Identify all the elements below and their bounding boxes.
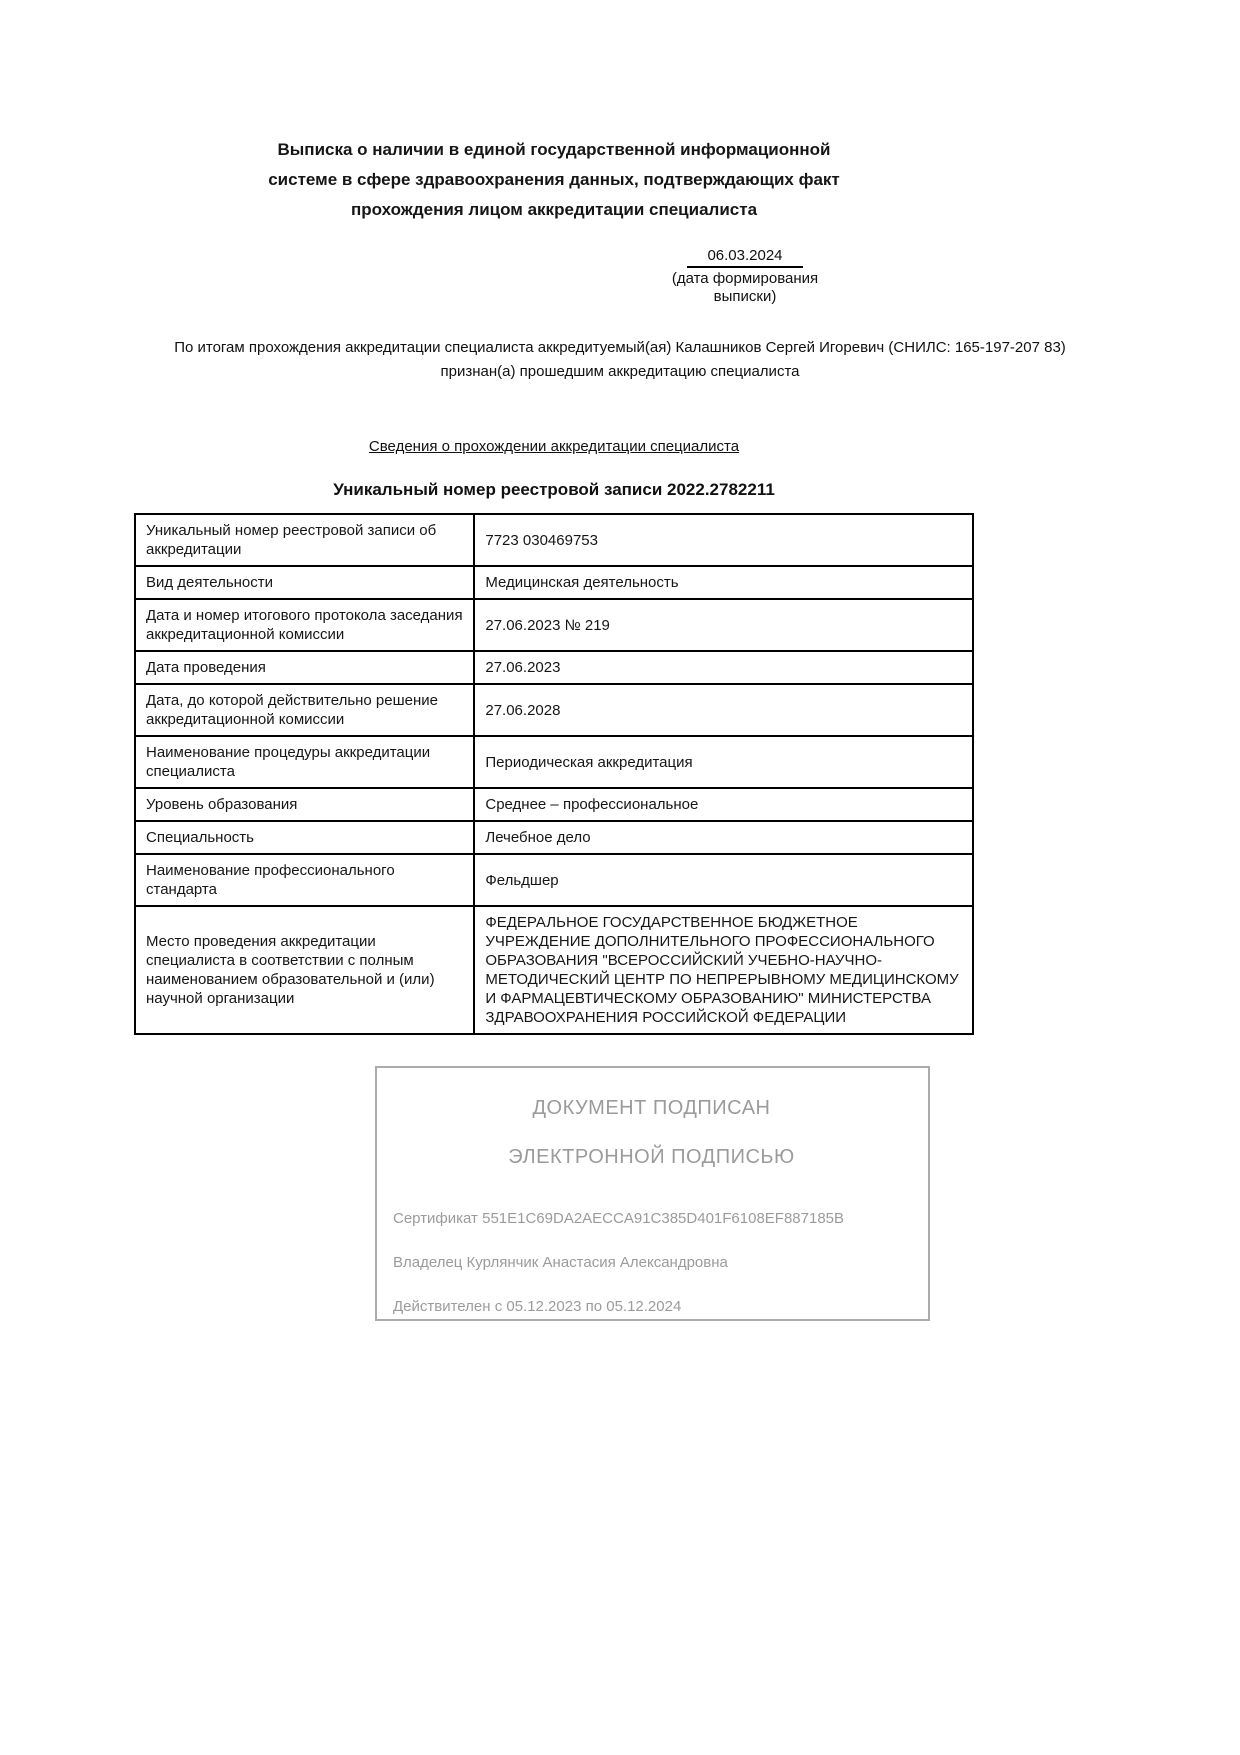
accreditation-table (134, 513, 974, 1035)
signature-owner: Владелец Курлянчик Анастасия Александровна (393, 1254, 728, 1271)
row-label: Уникальный номер реестровой записи об аккредитации (135, 514, 474, 566)
table-row (135, 821, 973, 854)
row-value: 7723 030469753 (474, 514, 973, 566)
extract-date: 06.03.2024 (687, 247, 802, 268)
table-row (135, 651, 973, 684)
row-label: Дата и номер итогового протокола заседания аккредитационной комиссии (135, 599, 474, 651)
table-row (135, 906, 973, 1034)
electronic-signature-stamp (375, 1066, 930, 1321)
row-value: Фельдшер (474, 854, 973, 906)
table-row (135, 788, 973, 821)
document-title-line: прохождения лицом аккредитации специалиста (350, 200, 758, 219)
signature-stamp-details (393, 1210, 910, 1316)
document-title-line: системе в сфере здравоохранения данных, подтверждающих факт (268, 170, 840, 189)
table-row (135, 566, 973, 599)
table-row (135, 736, 973, 788)
row-label: Вид деятельности (135, 566, 474, 599)
row-value: Периодическая аккредитация (474, 736, 973, 788)
row-value: Лечебное дело (474, 821, 973, 854)
row-value: ФЕДЕРАЛЬНОЕ ГОСУДАРСТВЕННОЕ БЮДЖЕТНОЕ УЧРЕЖДЕНИЕ ДОПОЛНИТЕЛЬНОГО ПРОФЕССИОНАЛЬНОГО ОБРАЗОВАНИЯ "ВСЕРОССИЙСКИЙ УЧЕБНО-НАУЧНО-МЕТОДИЧЕСКИЙ ЦЕНТР ПО НЕПРЕРЫВНОМУ МЕДИЦИНСКОМУ И ФАРМАЦЕВТИЧЕСКОМУ ОБРАЗОВАНИЮ" МИНИСТЕРСТВА ЗДРАВООХРАНЕНИЯ РОССИЙСКОЙ ФЕДЕРАЦИИ (474, 906, 973, 1034)
row-label: Наименование профессионального стандарта (135, 854, 474, 906)
row-label: Уровень образования (135, 788, 474, 821)
section-heading: Сведения о прохождении аккредитации специалиста (368, 438, 740, 455)
row-value: 27.06.2023 № 219 (474, 599, 973, 651)
signature-certificate: Сертификат 551E1C69DA2AECCA91C385D401F6108EF887185B (393, 1210, 845, 1227)
table-row (135, 599, 973, 651)
row-value: Медицинская деятельность (474, 566, 973, 599)
extract-date-caption: (дата формирования выписки) (671, 270, 819, 305)
document-title (134, 0, 974, 225)
table-row (135, 854, 973, 906)
intro-paragraph (95, 336, 1145, 384)
signature-stamp-title-line: ЭЛЕКТРОННОЙ ПОДПИСЬЮ (508, 1146, 795, 1168)
accreditation-table-body (135, 514, 973, 1034)
row-label: Дата проведения (135, 651, 474, 684)
row-label: Место проведения аккредитации специалиста в соответствии с полным наименованием образовательной и (или) научной организации (135, 906, 474, 1034)
row-value: Среднее – профессиональное (474, 788, 973, 821)
intro-line: По итогам прохождения аккредитации специалиста аккредитуемый(ая) Калашников Сергей Игоревич (СНИЛС: 165-197-207 83) (174, 339, 1066, 356)
row-label: Дата, до которой действительно решение аккредитационной комиссии (135, 684, 474, 736)
signature-stamp-title-line: ДОКУМЕНТ ПОДПИСАН (532, 1097, 771, 1119)
registry-number-heading: Уникальный номер реестровой записи 2022.2782211 (333, 480, 775, 499)
intro-line: признан(а) прошедшим аккредитацию специалиста (440, 363, 800, 380)
row-label: Наименование процедуры аккредитации специалиста (135, 736, 474, 788)
table-row (135, 684, 973, 736)
document-title-line: Выписка о наличии в единой государственной информационной (277, 140, 831, 159)
row-value: 27.06.2023 (474, 651, 973, 684)
signature-validity: Действителен с 05.12.2023 по 05.12.2024 (393, 1298, 682, 1315)
row-label: Специальность (135, 821, 474, 854)
row-value: 27.06.2028 (474, 684, 973, 736)
table-row (135, 514, 973, 566)
extract-date-block (640, 247, 850, 306)
